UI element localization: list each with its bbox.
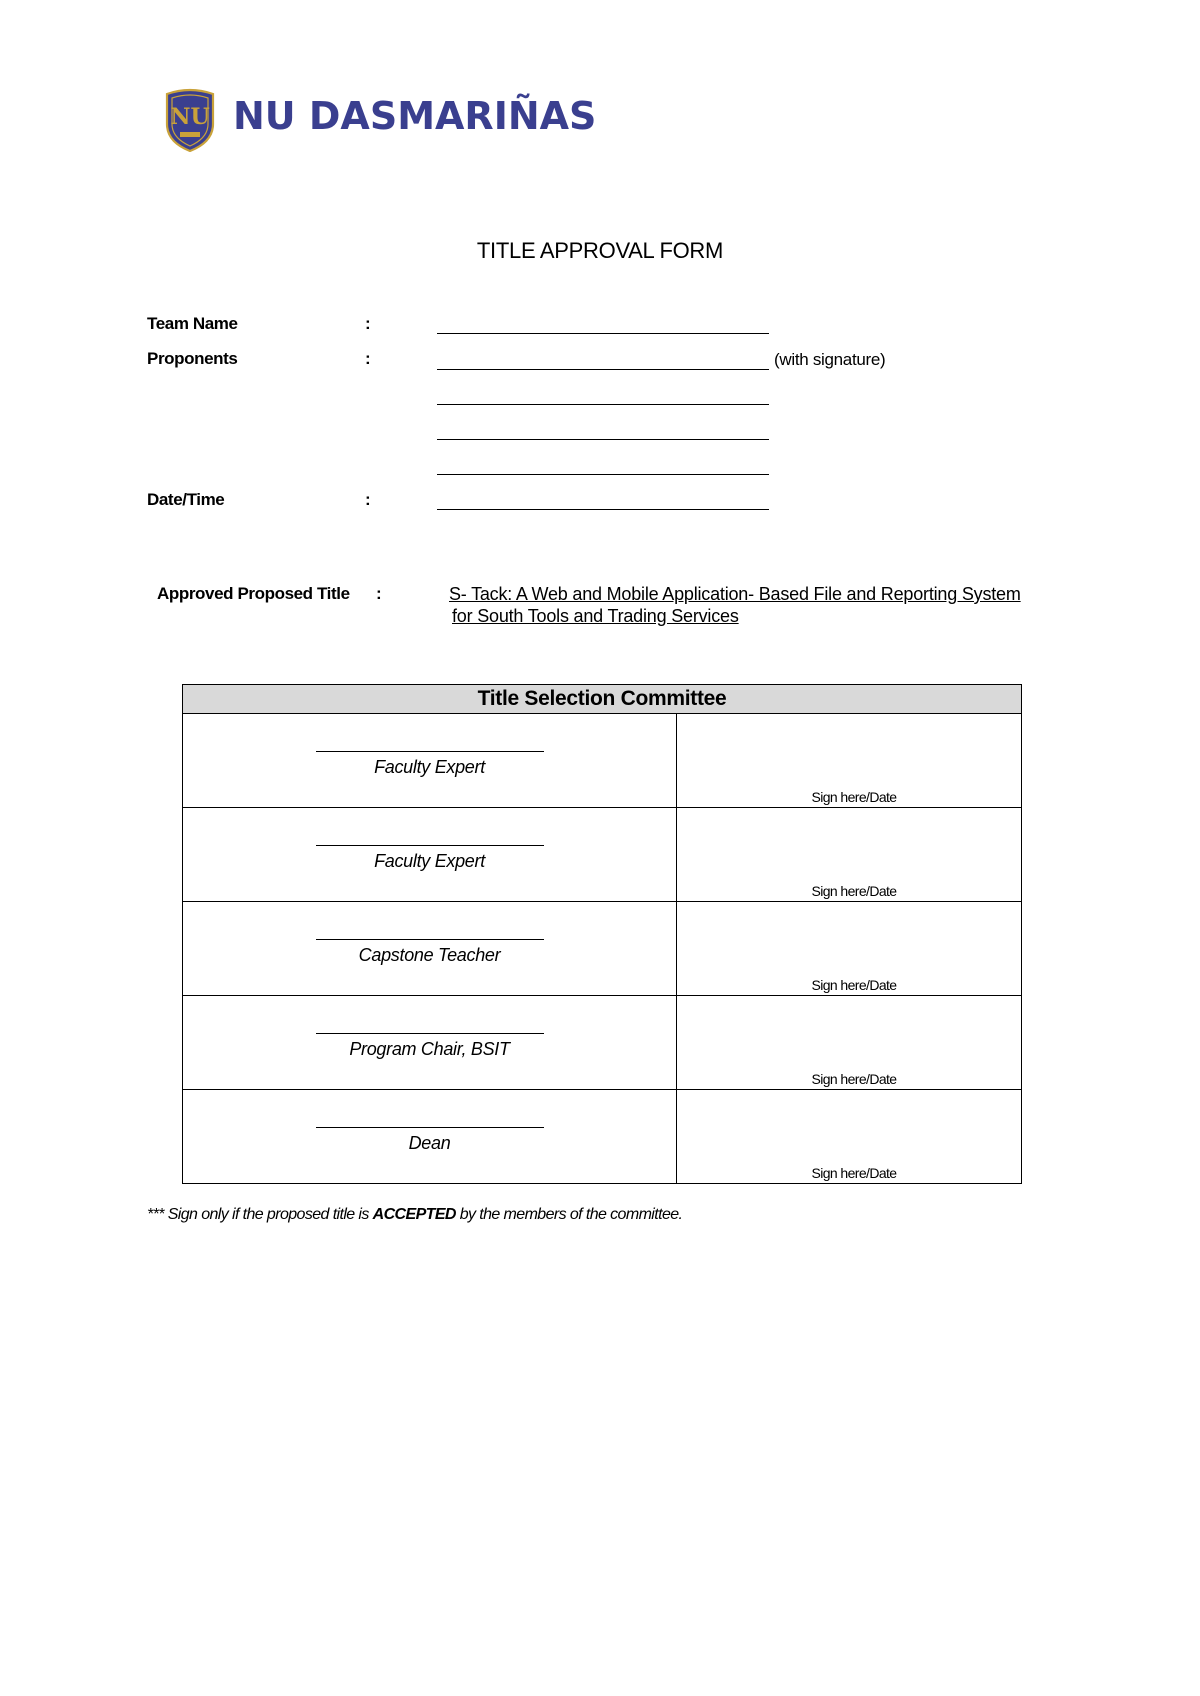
committee-row (183, 1090, 1022, 1184)
proponent-line-2 (437, 404, 769, 405)
member-signature-line (316, 751, 544, 752)
signature-note: (with signature) (774, 350, 886, 369)
member-role: Program Chair, BSIT (349, 1039, 510, 1059)
member-cell (183, 996, 677, 1090)
committee-heading: Title Selection Committee (183, 685, 1022, 714)
team-name-label: Team Name (147, 314, 238, 333)
approved-title-line-1: S- Tack: A Web and Mobile Application- Based File and Reporting System (449, 584, 1021, 604)
committee-row (183, 902, 1022, 996)
datetime-colon: : (365, 490, 371, 509)
svg-text:NU: NU (170, 104, 210, 130)
member-role: Dean (408, 1133, 451, 1153)
committee-row (183, 996, 1022, 1090)
proponents-colon: : (365, 349, 371, 368)
proponent-line-1 (437, 369, 769, 370)
sign-here-label: Sign here/Date (811, 1165, 897, 1181)
sign-cell (677, 902, 1022, 996)
datetime-line (437, 509, 769, 510)
sign-here-label: Sign here/Date (811, 1071, 897, 1087)
member-cell (183, 1090, 677, 1184)
footnote-emphasis: ACCEPTED (372, 1206, 456, 1223)
member-role: Faculty Expert (374, 757, 485, 777)
committee-row (183, 808, 1022, 902)
footnote-suffix: by the members of the committee. (455, 1206, 683, 1223)
proponent-line-4 (437, 474, 769, 475)
approved-title-colon: : (376, 584, 382, 603)
committee-table (182, 684, 1022, 1184)
member-signature-line (316, 1033, 544, 1034)
sign-cell (677, 996, 1022, 1090)
member-signature-line (316, 845, 544, 846)
member-cell (183, 902, 677, 996)
sign-cell (677, 808, 1022, 902)
footnote (147, 1206, 682, 1224)
datetime-label: Date/Time (147, 490, 225, 509)
member-signature-line (316, 1127, 544, 1128)
sign-here-label: Sign here/Date (811, 977, 897, 993)
form-title: TITLE APPROVAL FORM (476, 238, 724, 263)
member-signature-line (316, 939, 544, 940)
university-logo (163, 88, 597, 160)
logo-wordmark: NU DASMARIÑAS (233, 94, 597, 138)
sign-here-label: Sign here/Date (811, 883, 897, 899)
university-seal-icon (163, 88, 217, 152)
proponent-line-3 (437, 439, 769, 440)
member-role: Faculty Expert (374, 851, 485, 871)
team-name-line (437, 333, 769, 334)
approved-title-line-2: for South Tools and Trading Services (452, 606, 739, 626)
member-role: Capstone Teacher (358, 945, 501, 965)
approved-title-label: Approved Proposed Title (157, 584, 350, 603)
member-cell (183, 714, 677, 808)
proponents-label: Proponents (147, 349, 238, 368)
footnote-prefix: *** Sign only if the proposed title is (147, 1206, 373, 1223)
committee-row (183, 714, 1022, 808)
sign-cell (677, 1090, 1022, 1184)
team-name-colon: : (365, 314, 371, 333)
sign-cell (677, 714, 1022, 808)
sign-here-label: Sign here/Date (811, 789, 897, 805)
member-cell (183, 808, 677, 902)
